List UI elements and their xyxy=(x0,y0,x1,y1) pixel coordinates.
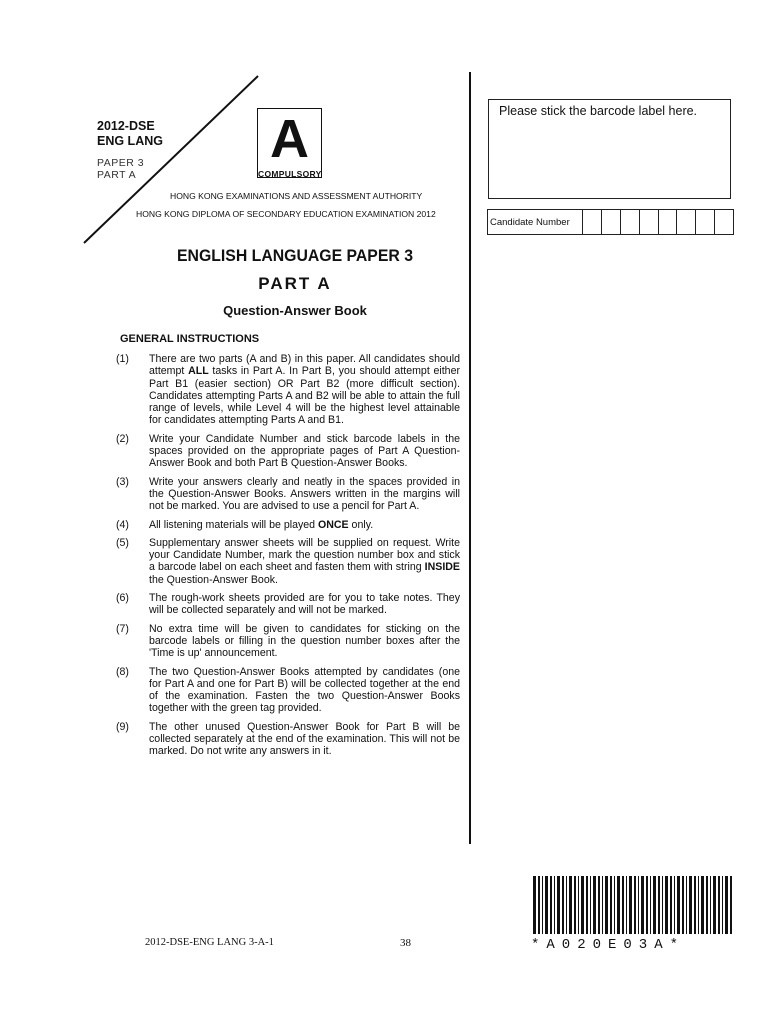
instruction-item xyxy=(112,623,460,660)
instruction-number: (3) xyxy=(116,475,129,488)
instruction-number: (4) xyxy=(116,518,129,531)
barcode-image xyxy=(533,876,735,934)
instruction-item xyxy=(112,721,460,758)
candidate-number-cell[interactable] xyxy=(677,210,696,234)
instruction-item xyxy=(112,476,460,513)
instruction-number: (5) xyxy=(116,536,129,549)
candidate-number-cell[interactable] xyxy=(640,210,659,234)
barcode-label-box xyxy=(488,99,731,199)
part-title: PART A xyxy=(258,274,332,293)
candidate-number-label: Candidate Number xyxy=(488,210,583,234)
book-title: Question-Answer Book xyxy=(223,303,367,318)
part-letter: A xyxy=(270,109,309,169)
candidate-number-cell[interactable] xyxy=(659,210,678,234)
instruction-text: Write your Candidate Number and stick barcode labels in the spaces provided on the appropriate pages of Part A Question-Answer Book and both Part B Question-Answer Books. xyxy=(149,432,460,470)
candidate-number-cell[interactable] xyxy=(621,210,640,234)
paper-label: PAPER 3 xyxy=(97,157,145,169)
candidate-number-box xyxy=(487,209,734,235)
instruction-text: All listening materials will be played ONCE only. xyxy=(149,518,374,531)
candidate-number-cell[interactable] xyxy=(583,210,602,234)
instruction-text: The other unused Question-Answer Book for Part B will be collected separately at the end of the examination. This will not be marked. Do not write any answers in it. xyxy=(149,720,460,758)
candidate-number-cell[interactable] xyxy=(602,210,621,234)
instruction-text: No extra time will be given to candidates for sticking on the barcode labels or filling in the question number boxes after the 'Time is up' announcement. xyxy=(149,622,460,660)
instruction-number: (8) xyxy=(116,665,129,678)
compulsory-label: COMPULSORY xyxy=(258,169,322,179)
exam-year: 2012-DSE xyxy=(97,119,155,133)
footer-code: 2012-DSE-ENG LANG 3-A-1 xyxy=(145,937,274,948)
instruction-text: The two Question-Answer Books attempted by candidates (one for Part A and one for Part B) will be collected together at the end of the examination. Fasten the two Question-Answer Books together with the green tag provided. xyxy=(149,665,460,715)
authority-name: HONG KONG EXAMINATIONS AND ASSESSMENT AUTHORITY xyxy=(170,191,423,201)
diploma-name: HONG KONG DIPLOMA OF SECONDARY EDUCATION EXAMINATION 2012 xyxy=(136,209,436,219)
instruction-number: (7) xyxy=(116,622,129,635)
barcode-label-text: Please stick the barcode label here. xyxy=(499,104,698,118)
instruction-item xyxy=(112,666,460,715)
instruction-number: (1) xyxy=(116,353,129,365)
page-number: 38 xyxy=(400,937,411,949)
paper-part xyxy=(97,157,144,181)
vertical-divider xyxy=(469,72,471,844)
instruction-text: The rough-work sheets provided are for you to take notes. They will be collected separately and will not be marked. xyxy=(149,592,460,617)
compulsory-box xyxy=(257,108,322,178)
candidate-number-cells xyxy=(583,210,733,234)
instructions-heading: GENERAL INSTRUCTIONS xyxy=(120,333,260,345)
instruction-text: Write your answers clearly and neatly in the spaces provided in the Question-Answer Books. Answers written in the margins will not be marked. You are advised to use a pencil for Part A. xyxy=(149,475,460,513)
exam-code xyxy=(97,119,163,149)
exam-subject: ENG LANG xyxy=(97,134,163,148)
instruction-number: (2) xyxy=(116,432,129,445)
instruction-text: There are two parts (A and B) in this paper. All candidates should attempt ALL tasks in Part A. In Part B, you should attempt either Part B1 (easier section) OR Part B2 (more difficult section). Candidates attempting Parts A and B2 will be able to attain the full range of levels, while Level 4 will be the highest level attainable for candidates attempting Parts A and B1. xyxy=(149,353,460,427)
instructions-list xyxy=(112,353,460,764)
candidate-number-cell[interactable] xyxy=(696,210,715,234)
barcode-text: *A020E03A* xyxy=(531,937,686,953)
part-label: PART A xyxy=(97,169,137,181)
candidate-number-cell[interactable] xyxy=(715,210,733,234)
instruction-item xyxy=(112,433,460,470)
instruction-number: (9) xyxy=(116,720,129,733)
instruction-number: (6) xyxy=(116,592,129,605)
instruction-item xyxy=(112,519,460,531)
instruction-text: Supplementary answer sheets will be supplied on request. Write your Candidate Number, mark the question number box and stick a barcode label on each sheet and fasten them with string INSIDE the Question-Answer Book. xyxy=(149,536,460,586)
instruction-item xyxy=(112,537,460,586)
instruction-item xyxy=(112,592,460,617)
paper-title: ENGLISH LANGUAGE PAPER 3 xyxy=(176,246,414,265)
instruction-item xyxy=(112,353,460,427)
